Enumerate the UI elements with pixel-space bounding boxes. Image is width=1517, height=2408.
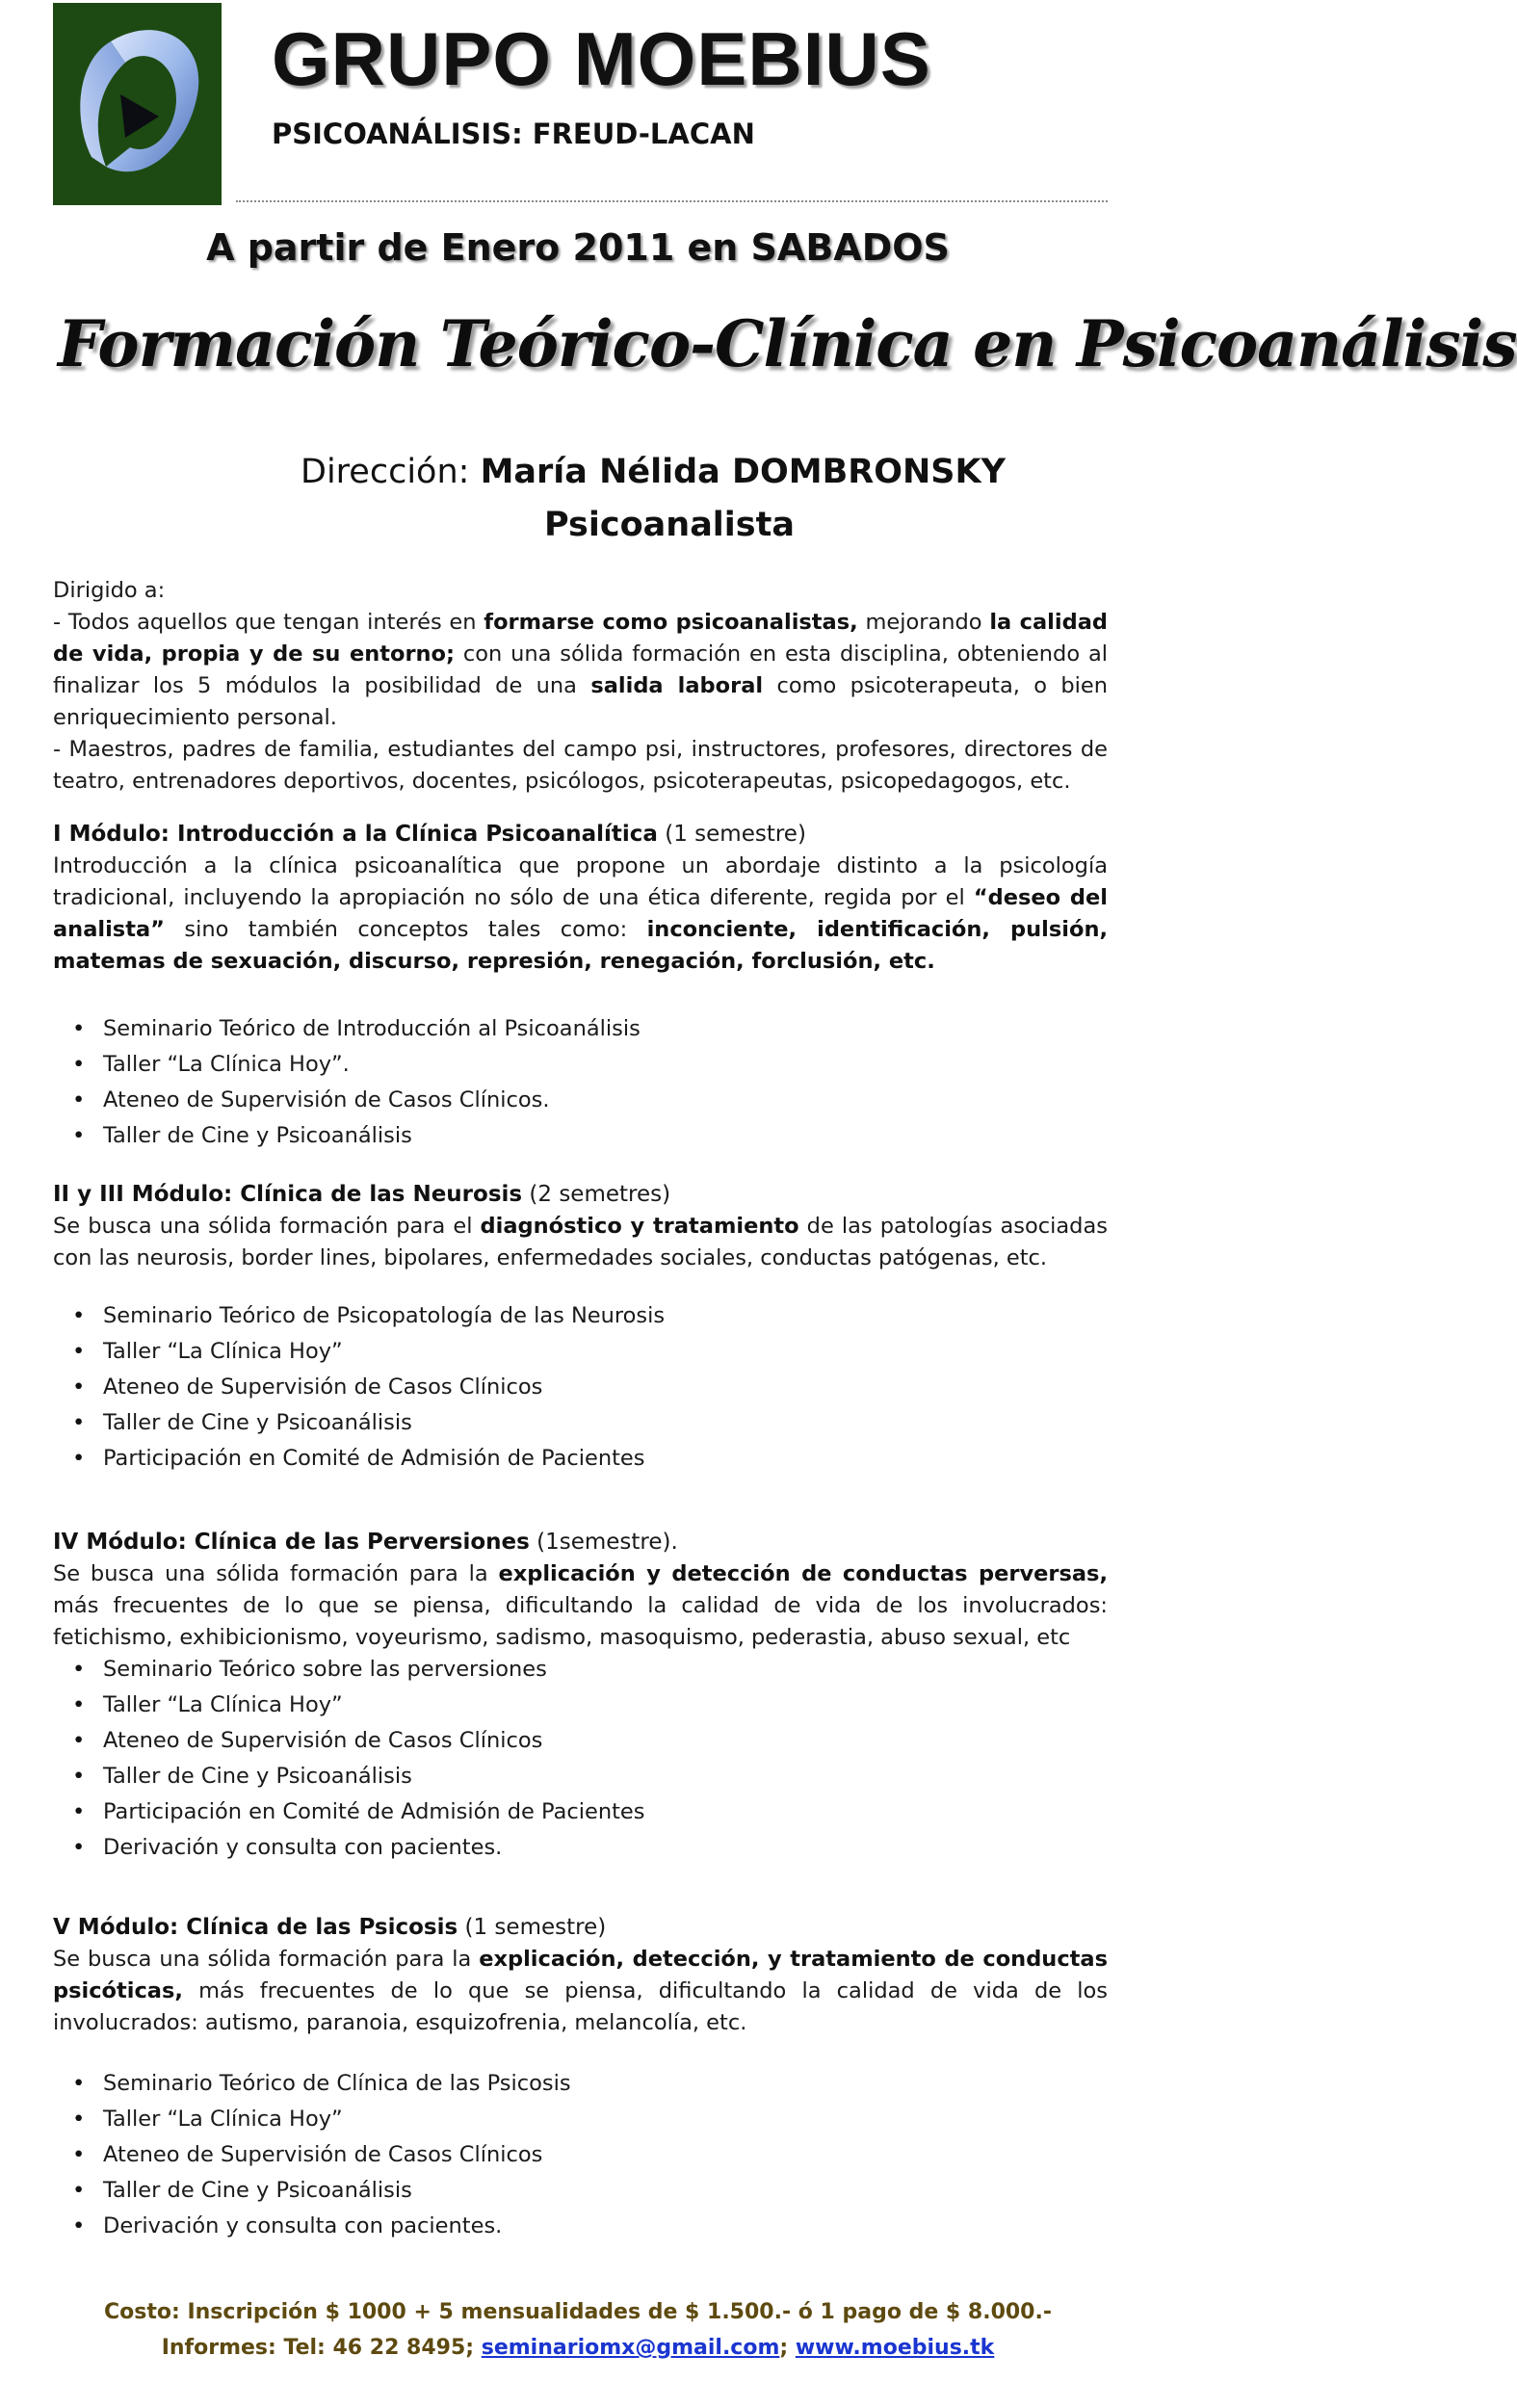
email-link[interactable]: seminariomx@gmail.com [481,2336,780,2360]
list-item: • Seminario Teórico de Introducción al Psicoanálisis [72,1011,641,1047]
list-item: • Taller “La Clínica Hoy”. [72,1047,641,1083]
module-5-list [72,2066,571,2244]
module-4-list [72,1652,645,1866]
direction-line [301,453,1006,491]
brand-subtitle: PSICOANÁLISIS: FREUD-LACAN [272,118,755,150]
website-link[interactable]: www.moebius.tk [795,2336,995,2360]
module-1-heading: I Módulo: Introducción a la Clínica Psicoanalítica (1 semestre) [53,822,806,847]
module-4-section [53,1527,1108,1654]
audience-paragraph-1: - Todos aquellos que tengan interés en formarse como psicoanalistas, mejorando la calidad de vida, propia y de su entorno; con una sólida formación en esta disciplina, obteniendo al finalizar los 5 módulos la posibilidad de una salida laboral como psicoterapeuta, o bien enriquecimiento personal. [53,610,1109,730]
list-item: • Taller “La Clínica Hoy” [72,1688,645,1723]
cost-line: Costo: Inscripción $ 1000 + 5 mensualidades de $ 1.500.- ó 1 pago de $ 8.000.- [104,2300,1052,2324]
module-2-heading: II y III Módulo: Clínica de las Neurosis (2 semetres) [53,1182,671,1207]
list-item: • Seminario Teórico de Clínica de las Psicosis [72,2066,571,2102]
header-divider [236,200,1108,202]
list-item: • Taller “La Clínica Hoy” [72,2102,571,2137]
module-5-description: Se busca una sólida formación para la explicación, detección, y tratamiento de conductas psicóticas, más frecuentes de lo que se piensa, dificultando la calidad de vida de los involucrados: autismo, paranoia, esquizofrenia, melancolía, etc. [53,1947,1108,2035]
contact-separator: ; [779,2336,796,2360]
module-1-section [53,819,1108,978]
list-item: • Derivación y consulta con pacientes. [72,1830,645,1866]
list-item: • Taller de Cine y Psicoanálisis [72,2173,571,2209]
list-item: • Taller de Cine y Psicoanálisis [72,1759,645,1794]
schedule-line: A partir de Enero 2011 en SABADOS [206,226,950,269]
director-role: Psicoanalista [544,506,795,544]
module-1-list [72,1011,641,1154]
audience-section [53,575,1108,798]
module-1-description: Introducción a la clínica psicoanalítica que propone un abordaje distinto a la psicología tradicional, incluyendo la apropiación no sólo de una ética diferente, regida por el “deseo del analista” sino también conceptos tales como: inconciente, identificación, pulsión, matemas de sexuación, discurso, represión, renegación, forclusión, etc. [53,853,1109,974]
list-item: • Taller “La Clínica Hoy” [72,1334,665,1370]
list-item: • Ateneo de Supervisión de Casos Clínicos [72,1370,665,1405]
direction-label: Dirección: [301,453,470,491]
moebius-logo [53,3,222,205]
module-5-section [53,1912,1108,2039]
module-4-heading: IV Módulo: Clínica de las Perversiones (1semestre). [53,1530,678,1555]
director-name: María Nélida DOMBRONSKY [480,453,1006,491]
module-2-description: Se busca una sólida formación para el diagnóstico y tratamiento de las patologías asociadas con las neurosis, border lines, bipolares, enfermedades sociales, conductas patógenas, etc. [53,1214,1108,1270]
list-item: • Taller de Cine y Psicoanálisis [72,1405,665,1441]
module-5-heading: V Módulo: Clínica de las Psicosis (1 semestre) [53,1915,607,1940]
module-2-section [53,1179,1108,1274]
brand-title: GRUPO MOEBIUS [272,16,931,101]
list-item: • Seminario Teórico de Psicopatología de las Neurosis [72,1298,665,1334]
list-item: • Ateneo de Supervisión de Casos Clínicos [72,2137,571,2173]
contact-phone: Informes: Tel: 46 22 8495; [161,2336,482,2360]
list-item: • Taller de Cine y Psicoanálisis [72,1118,641,1154]
list-item: • Ateneo de Supervisión de Casos Clínicos [72,1723,645,1759]
contact-line [0,2336,1156,2360]
audience-heading: Dirigido a: [53,578,166,603]
program-title: Formación Teórico-Clínica en Psicoanálisis [58,306,1517,381]
list-item: • Derivación y consulta con pacientes. [72,2209,571,2244]
audience-paragraph-2: - Maestros, padres de familia, estudiantes del campo psi, instructores, profesores, directores de teatro, entrenadores deportivos, docentes, psicólogos, psicoterapeutas, psicopedagogos, etc. [53,737,1108,794]
brand-block [272,16,931,150]
list-item: • Ateneo de Supervisión de Casos Clínicos. [72,1083,641,1118]
list-item: • Participación en Comité de Admisión de Pacientes [72,1441,665,1477]
moebius-strip-icon [53,3,222,205]
list-item: • Seminario Teórico sobre las perversiones [72,1652,645,1688]
module-4-description: Se busca una sólida formación para la explicación y detección de conductas perversas, más frecuentes de lo que se piensa, dificultando la calidad de vida de los involucrados: fetichismo, exhibicionismo, voyeurismo, sadismo, masoquismo, pederastia, abuso sexual, etc [53,1561,1108,1650]
module-2-list [72,1298,665,1477]
list-item: • Participación en Comité de Admisión de Pacientes [72,1794,645,1830]
